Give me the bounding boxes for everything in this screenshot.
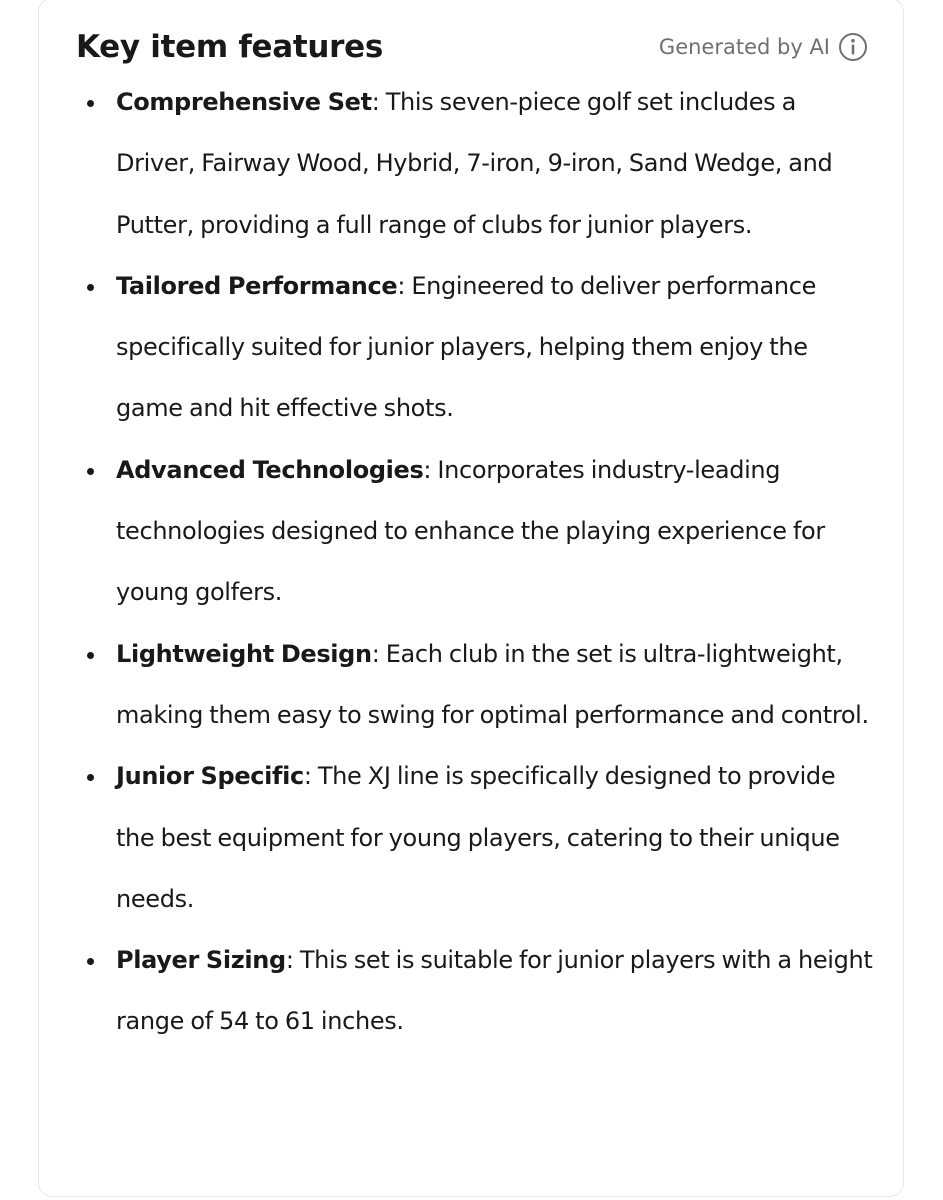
bullet-dot: [87, 652, 94, 659]
feature-description: : Each club in the set is ultra-lightweight, making them easy to swing for optimal performance and control.: [116, 639, 869, 729]
feature-description: : This set is suitable for junior players with a height range of 54 to 61 inches.: [116, 946, 873, 1036]
generated-by-ai-tag[interactable]: [659, 29, 868, 65]
bullet-dot: [87, 100, 94, 107]
bullet-dot: [87, 468, 94, 475]
info-circle-icon[interactable]: [838, 32, 868, 62]
feature-item: [116, 930, 876, 1053]
feature-term: Player Sizing: [116, 946, 286, 975]
feature-term: Lightweight Design: [116, 639, 372, 668]
generated-by-ai-label: Generated by AI: [658, 35, 830, 59]
feature-description: : Engineered to deliver performance specifically suited for junior players, helping them enjoy the game and hit effective shots.: [116, 271, 817, 423]
feature-term: Junior Specific: [116, 762, 304, 791]
feature-item: [116, 746, 876, 930]
feature-item: [116, 440, 876, 624]
feature-term: Tailored Performance: [116, 271, 398, 300]
feature-description: : Incorporates industry-leading technologies designed to enhance the playing experience for young golfers.: [116, 455, 825, 607]
feature-term: Advanced Technologies: [116, 455, 424, 484]
feature-item: [116, 256, 876, 440]
features-list: [116, 72, 876, 1053]
features-header: [76, 24, 868, 70]
feature-description: : The XJ line is specifically designed to provide the best equipment for young players, catering to their unique needs.: [116, 762, 840, 913]
feature-item: [116, 72, 876, 256]
section-title: Key item features: [76, 29, 384, 65]
bullet-dot: [87, 284, 94, 291]
feature-item: [116, 624, 876, 747]
feature-term: Comprehensive Set: [116, 88, 372, 116]
feature-description: : This seven-piece golf set includes a Driver, Fairway Wood, Hybrid, 7-iron, 9-iron, Sand Wedge, and Putter, providing a full range of clubs for junior players.: [116, 88, 833, 239]
